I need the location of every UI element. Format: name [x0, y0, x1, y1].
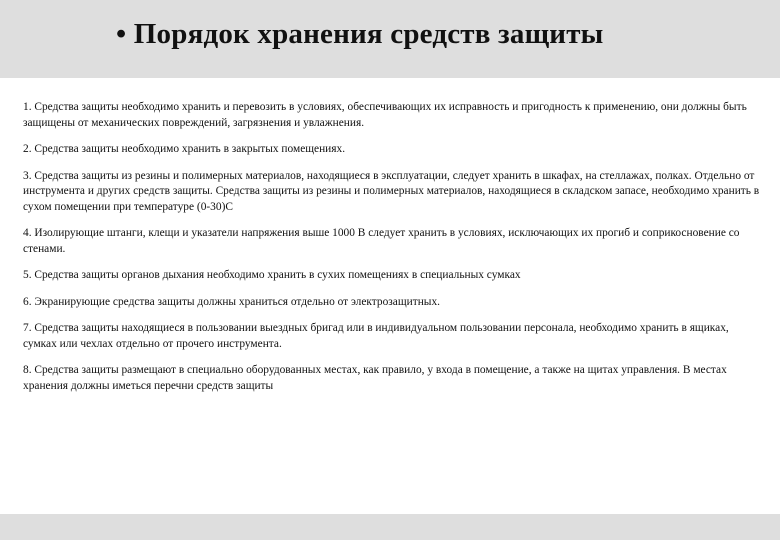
slide-content: [0, 78, 780, 514]
rule-item-1: 1. Средства защиты необходимо хранить и перевозить в условиях, обеспечивающих их исправность и пригодность к применению, они должны быть защищены от механических повреждений, загрязнения и увлажнения.: [23, 101, 747, 129]
slide-header: [0, 0, 780, 78]
rule-item-6: 6. Экранирующие средства защиты должны храниться отдельно от электрозащитных.: [23, 295, 440, 308]
rule-item-5: 5. Средства защиты органов дыхания необходимо хранить в сухих помещениях в специальных сумках: [23, 269, 521, 281]
rule-item-7: 7. Средства защиты находящиеся в пользовании выездных бригад или в индивидуальном пользовании персонала, необходимо хранить в ящиках, сумках или чехлах отдельно от прочего инструмента.: [23, 322, 729, 350]
rule-item-8: 8. Средства защиты размещают в специально оборудованных местах, как правило, у входа в помещение, а также на щитах управления. В местах хранения должны иметься перечни средств защиты: [23, 364, 727, 392]
slide-footer: [0, 514, 780, 540]
slide-title: • Порядок хранения средств защиты: [116, 18, 604, 50]
storage-rules-list: [23, 100, 763, 405]
rule-item-4: 4. Изолирующие штанги, клещи и указатели напряжения выше 1000 В следует хранить в условиях, исключающих их прогиб и соприкосновение со стенами.: [23, 227, 740, 255]
rule-item-3: 3. Средства защиты из резины и полимерных материалов, находящиеся в эксплуатации, следует хранить в шкафах, на стеллажах, полках. Отдельно от инструмента и других средств защиты. Средства защиты из резины и полимерных материалов, находящиеся в складском запасе, необходимо хранить в сухом помещении при температуре (0-30)С: [23, 169, 760, 213]
rule-item-2: 2. Средства защиты необходимо хранить в закрытых помещениях.: [23, 143, 346, 155]
